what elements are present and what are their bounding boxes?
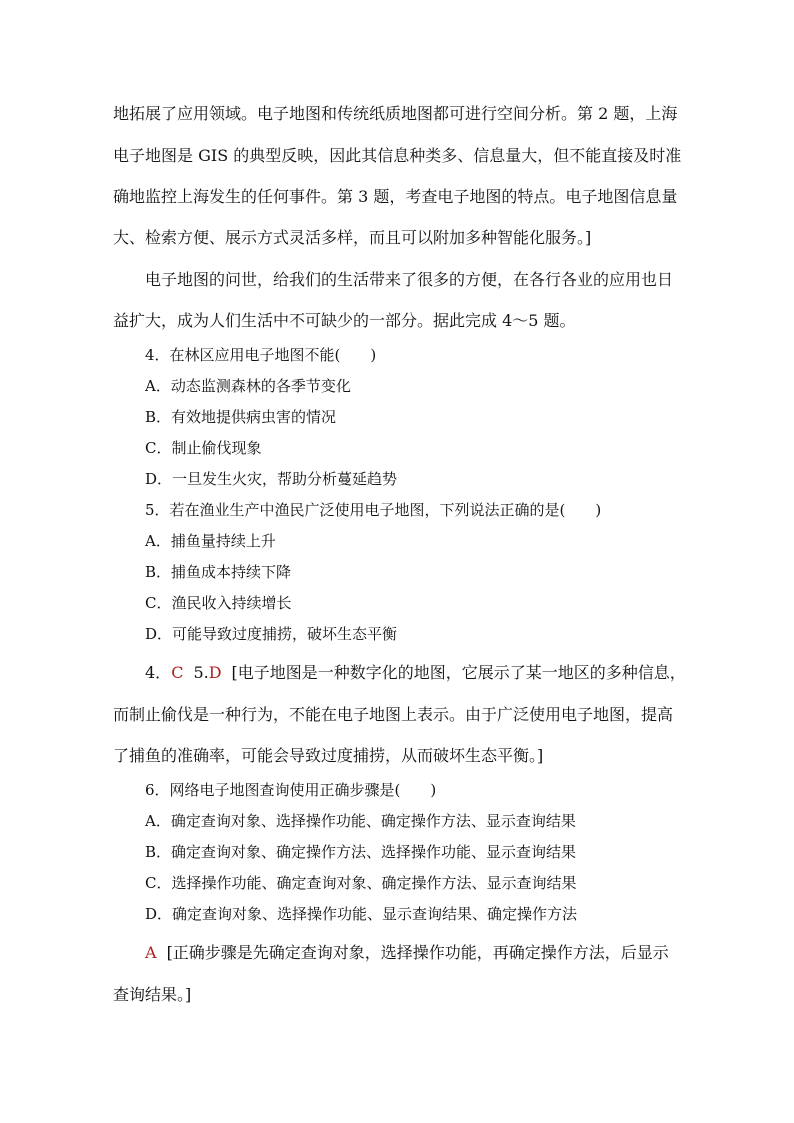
answer-4-5-explanation-line: 了捕鱼的准确率，可能会导致过度捕捞，从而破坏生态平衡。] xyxy=(113,746,544,765)
answer-4-letter: C xyxy=(171,663,184,682)
answer-6-explanation: [正确步骤是先确定查询对象，选择操作功能，再确定操作方法，后显示 xyxy=(166,943,669,962)
question-5-option-b: B．捕鱼成本持续下降 xyxy=(145,563,292,581)
question-4-option-c: C．制止偷伐现象 xyxy=(145,439,262,457)
question-5-option-a: A．捕鱼量持续上升 xyxy=(145,532,276,550)
answer-5-letter: D xyxy=(208,663,222,682)
paragraph-line: 地拓展了应用领域。电子地图和传统纸质地图都可进行空间分析。第 2 题，上海 xyxy=(113,104,678,123)
question-6-option-d: D．确定查询对象、选择操作功能、显示查询结果、确定操作方法 xyxy=(145,905,578,923)
question-6-stem: 6．网络电子地图查询使用正确步骤是( ) xyxy=(145,781,437,799)
answer-4-5-explanation: [电子地图是一种数字化的地图，它展示了某一地区的多种信息， xyxy=(231,663,686,682)
question-6-option-a: A．确定查询对象、选择操作功能、确定操作方法、显示查询结果 xyxy=(145,812,576,830)
paragraph-line: 确地监控上海发生的任何事件。第 3 题，考查电子地图的特点。电子地图信息量 xyxy=(113,187,678,206)
answer-4-5-explanation-line: 而制止偷伐是一种行为，不能在电子地图上表示。由于广泛使用电子地图，提高 xyxy=(113,705,674,724)
question-4-option-a: A．动态监测森林的各季节变化 xyxy=(145,377,351,395)
question-4-option-d: D．一旦发生火灾，帮助分析蔓延趋势 xyxy=(145,470,398,488)
paragraph-line: 电子地图是 GIS 的典型反映，因此其信息种类多、信息量大，但不能直接及时准 xyxy=(113,146,682,165)
answer-5-label: 5. xyxy=(193,663,209,682)
answer-6-line xyxy=(145,940,669,963)
paragraph-line: 大、检索方便、展示方式灵活多样，而且可以附加多种智能化服务。] xyxy=(113,228,592,247)
answer-6-letter: A xyxy=(145,943,157,962)
question-6-option-b: B．确定查询对象、确定操作方法、选择操作功能、显示查询结果 xyxy=(145,843,577,861)
question-5-option-c: C．渔民收入持续增长 xyxy=(145,594,292,612)
answer-6-explanation-line: 查询结果。] xyxy=(113,985,192,1004)
intro-paragraph-line: 益扩大，成为人们生活中不可缺少的一部分。据此完成 4～5 题。 xyxy=(113,311,576,330)
answer-4-label: 4． xyxy=(145,663,172,682)
question-6-option-c: C．选择操作功能、确定查询对象、确定操作方法、显示查询结果 xyxy=(145,874,577,892)
question-5-option-d: D．可能导致过度捕捞，破坏生态平衡 xyxy=(145,625,398,643)
question-4-option-b: B．有效地提供病虫害的情况 xyxy=(145,408,337,426)
question-4-stem: 4．在林区应用电子地图不能( ) xyxy=(145,346,377,364)
question-5-stem: 5．若在渔业生产中渔民广泛使用电子地图，下列说法正确的是( ) xyxy=(145,501,602,519)
answer-4-5-line xyxy=(145,660,686,683)
intro-paragraph-line: 电子地图的问世，给我们的生活带来了很多的方便，在各行各业的应用也日 xyxy=(145,270,674,289)
